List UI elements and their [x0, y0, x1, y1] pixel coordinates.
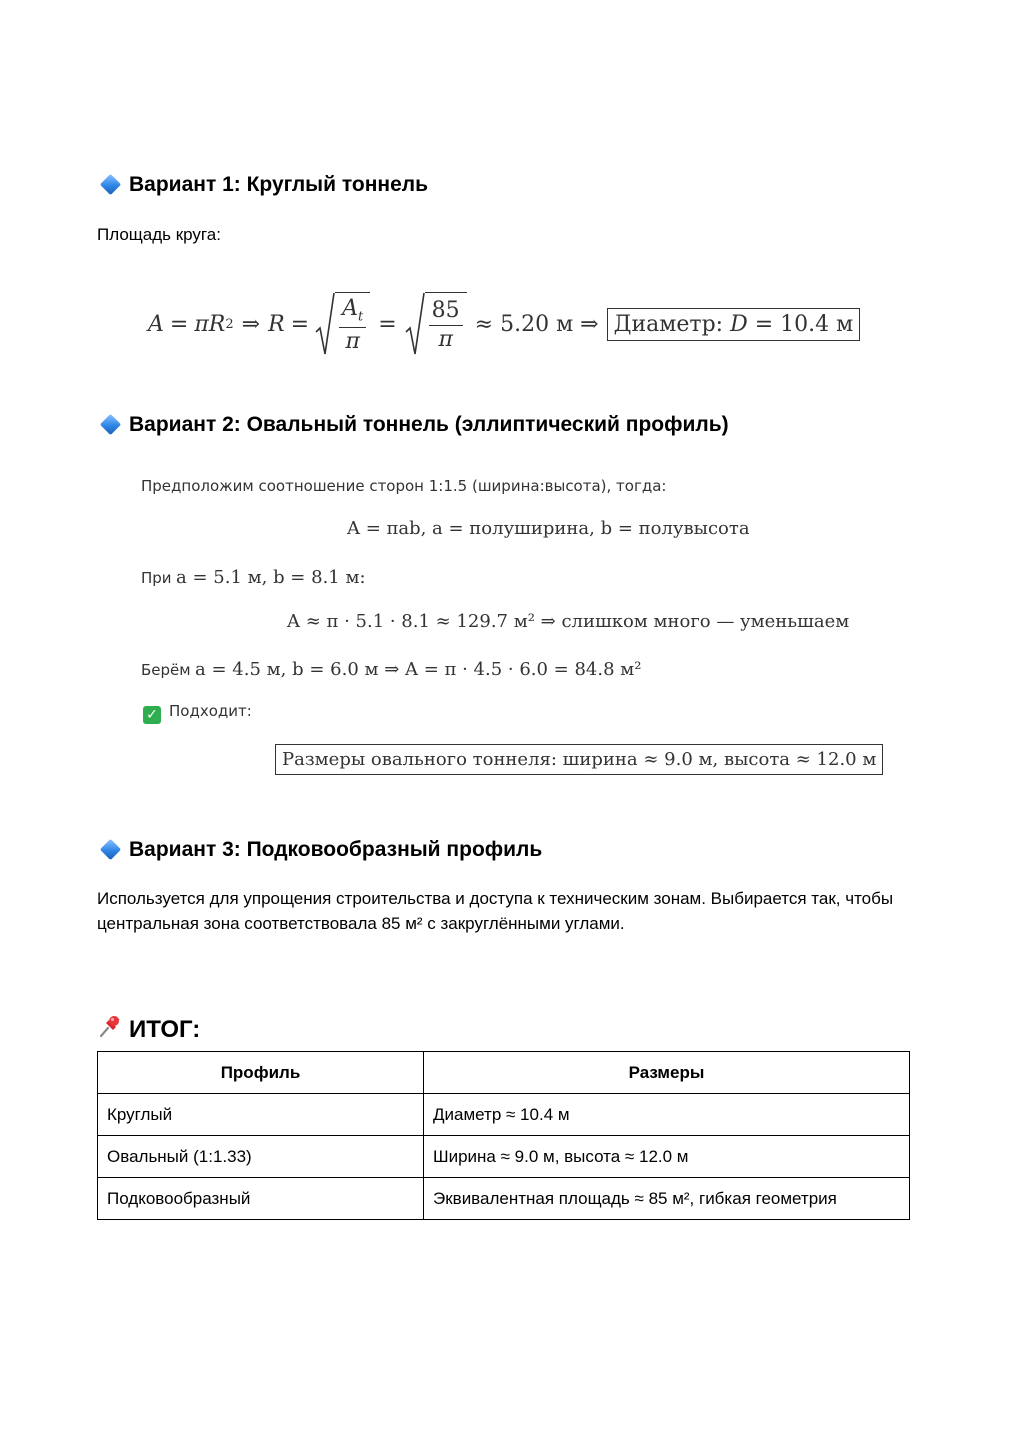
blue-diamond-icon — [100, 174, 121, 195]
trial-result: A ≈ π · 5.1 · 8.1 ≈ 129.7 м² ⇒ слишком много — уменьшаем — [287, 611, 850, 632]
fits-label: Подходит: — [169, 702, 252, 720]
circle-area-formula: A = π R 2 ⇒ R = $\frac{A_t}{\pi}$ = $\frac{85}{\pi}$ ≈ 5.20 м ⇒ Диаметр: D = 10.4 м — [148, 288, 860, 360]
frac-area-subscript: t — [358, 309, 364, 325]
column-header-profile: Профиль — [98, 1052, 424, 1094]
variant1-intro: Площадь круга: — [97, 225, 221, 244]
variant3-heading — [97, 838, 542, 862]
ellipse-area-formula: A = πab, a = полуширина, b = полувысота — [347, 518, 750, 539]
trial-values: a = 5.1 м, b = 8.1 м: — [176, 567, 366, 588]
variant1-heading — [97, 173, 428, 197]
formula-pi: π — [194, 311, 209, 337]
summary-heading — [97, 1013, 200, 1046]
choice-formula: a = 4.5 м, b = 6.0 м ⇒ A = π · 4.5 · 6.0 = 84.8 м² — [195, 659, 642, 680]
formula-area-symbol: A — [148, 311, 164, 337]
table-cell: Круглый — [98, 1094, 424, 1136]
table-cell: Овальный (1:1.33) — [98, 1136, 424, 1178]
blue-diamond-icon — [100, 414, 121, 435]
column-header-dimensions: Размеры — [424, 1052, 910, 1094]
table-cell: Ширина ≈ 9.0 м, высота ≈ 12.0 м — [424, 1136, 910, 1178]
trial-line — [141, 567, 366, 588]
frac-pi-2: π — [438, 327, 453, 352]
choice-line — [141, 659, 642, 680]
table-cell: Подковообразный — [98, 1178, 424, 1220]
frac-area-value: 85 — [429, 299, 463, 326]
sqrt-value-over-pi — [405, 292, 467, 356]
formula-exponent: 2 — [225, 316, 234, 332]
ratio-assumption: Предположим соотношение сторон 1:1.5 (ширина:высота), тогда: — [141, 477, 667, 495]
frac-pi: π — [345, 328, 360, 354]
table-row — [98, 1136, 910, 1178]
variant2-heading — [97, 413, 729, 437]
formula-radius-symbol: R — [208, 311, 226, 337]
choice-prefix: Берём — [141, 661, 191, 679]
table-header-row — [98, 1052, 910, 1094]
diameter-box — [607, 308, 861, 341]
variant3-description: Используется для упрощения строительства и доступа к техническим зонам. Выбирается так, чтобы центральная зона соответствовала 85 м² с закруглёнными углами. — [97, 889, 894, 933]
frac-area-symbol: A — [342, 296, 358, 322]
fits-line — [143, 702, 252, 724]
summary-heading-text: ИТОГ: — [129, 1016, 201, 1043]
diameter-value: = 10.4 м — [754, 311, 854, 337]
summary-table — [97, 1051, 910, 1220]
table-cell: Эквивалентная площадь ≈ 85 м², гибкая геометрия — [424, 1178, 910, 1220]
formula-radius-symbol-2: R — [268, 311, 285, 337]
pushpin-icon — [97, 1013, 129, 1046]
sqrt-area-over-pi — [315, 292, 370, 356]
radius-result: ≈ 5.20 м ⇒ — [474, 311, 599, 337]
table-cell: Диаметр ≈ 10.4 м — [424, 1094, 910, 1136]
table-row — [98, 1094, 910, 1136]
trial-prefix: При — [141, 569, 172, 587]
oval-result-box: Размеры овального тоннеля: ширина ≈ 9.0 м, высота ≈ 12.0 м — [275, 744, 883, 775]
blue-diamond-icon — [100, 839, 121, 860]
variant3-heading-text: Вариант 3: Подковообразный профиль — [129, 838, 543, 861]
check-mark-icon: ✓ — [143, 706, 161, 724]
diameter-symbol: D — [730, 311, 748, 337]
table-row — [98, 1178, 910, 1220]
variant2-heading-text: Вариант 2: Овальный тоннель (эллиптический профиль) — [129, 413, 729, 436]
variant1-heading-text: Вариант 1: Круглый тоннель — [129, 173, 428, 196]
diameter-label: Диаметр: — [613, 311, 724, 337]
